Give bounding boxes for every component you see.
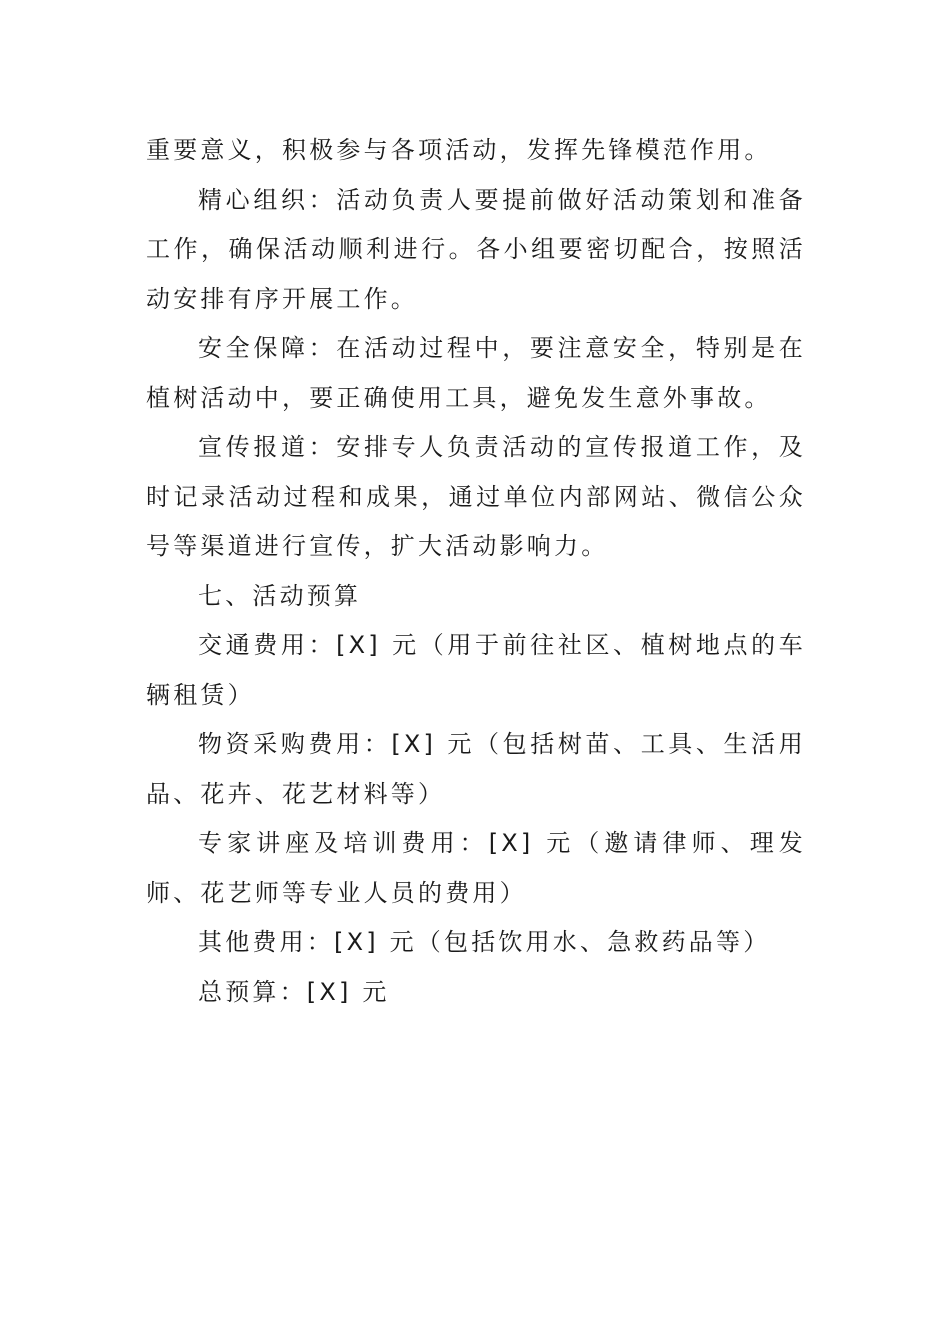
document-page — [146, 126, 806, 1017]
budget-item-other: 其他费用：[X] 元（包括饮用水、急救药品等） — [198, 928, 771, 956]
budget-item-transport: 交通费用：[X] 元（用于前往社区、植树地点的车辆租赁） — [146, 631, 806, 709]
paragraph-continuation: 重要意义，积极参与各项活动，发挥先锋模范作用。 — [146, 136, 772, 164]
paragraph-safety: 安全保障：在活动过程中，要注意安全，特别是在植树活动中，要正确使用工具，避免发生意外事故。 — [146, 334, 806, 412]
budget-total: 总预算：[X] 元 — [198, 977, 390, 1006]
paragraph-publicity: 宣传报道：安排专人负责活动的宣传报道工作，及时记录活动过程和成果，通过单位内部网站、微信公众号等渠道进行宣传，扩大活动影响力。 — [146, 433, 806, 560]
budget-item-materials: 物资采购费用：[X] 元（包括树苗、工具、生活用品、花卉、花艺材料等） — [146, 730, 806, 808]
paragraph-organization: 精心组织：活动负责人要提前做好活动策划和准备工作，确保活动顺利进行。各小组要密切配合，按照活动安排有序开展工作。 — [146, 185, 806, 313]
budget-item-lectures: 专家讲座及培训费用：[X] 元（邀请律师、理发师、花艺师等专业人员的费用） — [146, 829, 806, 907]
section-heading-budget: 七、活动预算 — [198, 581, 362, 610]
